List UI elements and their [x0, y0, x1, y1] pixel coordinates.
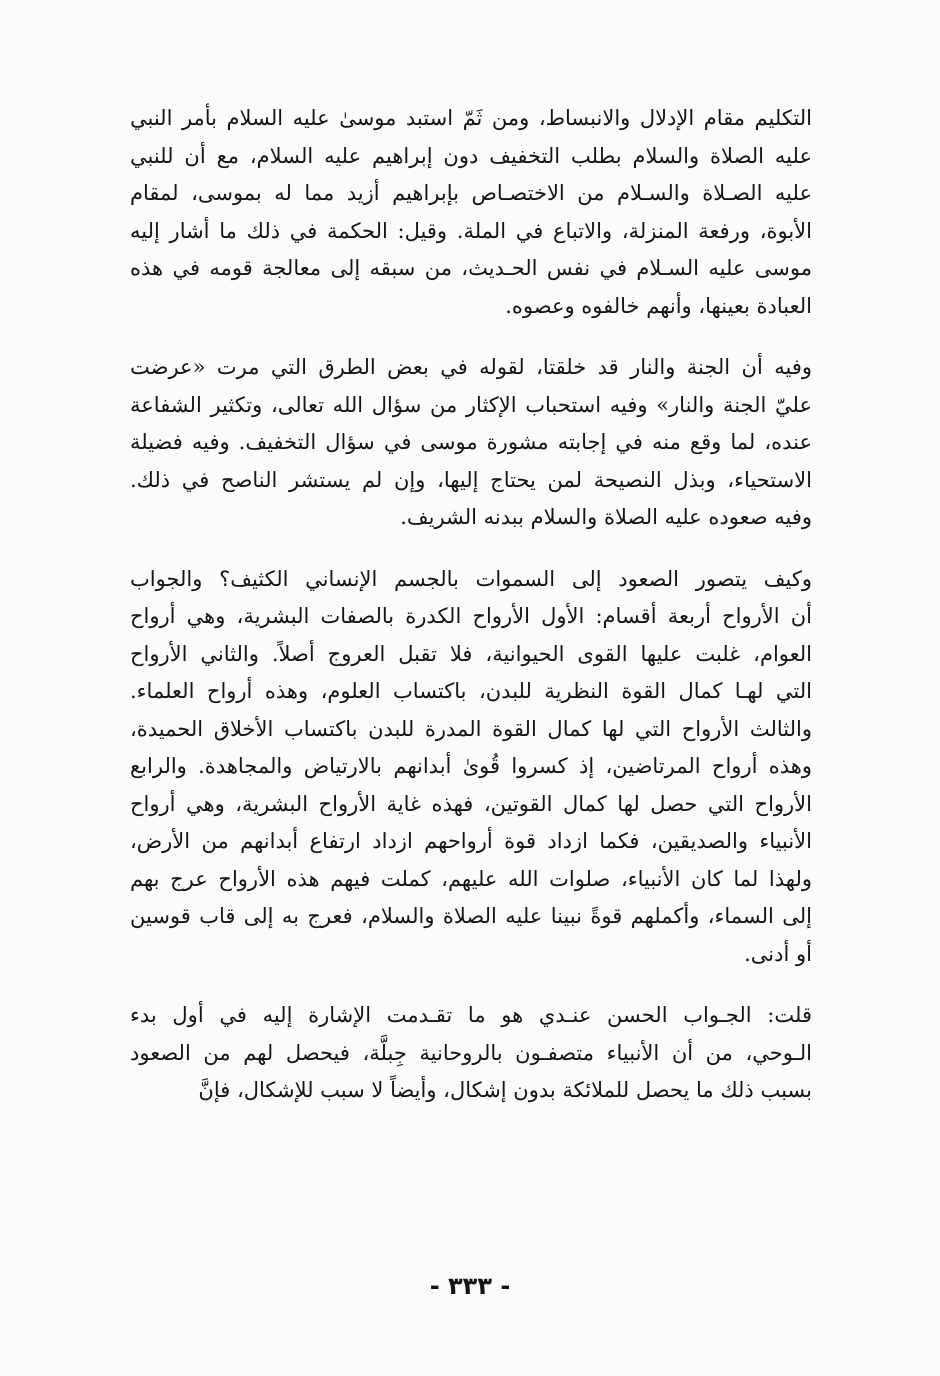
text-line: العوام، غلبت عليها القوى الحيوانية، فلا تقبل العروج أصلاً. والثاني الأرواح [130, 641, 812, 666]
text-line: عليه الصلاة والسلام بطلب التخفيف دون إبراهيم عليه السلام، مع أن للنبي [130, 143, 812, 168]
paragraph [130, 997, 812, 1110]
text-line: أن الأرواح أربعة أقسام: الأول الأرواح الكدرة بالصفات البشرية، وهي أرواح [130, 604, 812, 628]
text-line: أو أدنى. [744, 941, 812, 966]
text-line: موسى عليه السـلام في نفس الحـديث، من سبقه إلى معالجة قومه في هذه [130, 256, 812, 280]
text-line: التي لهـا كمال القوة النظرية للبدن، باكتساب العلوم، وهذه أرواح العلماء. [130, 679, 812, 703]
text-line: الاستحياء، وبذل النصيحة لمن يحتاج إليها، وإن لم يستشر الناصح في ذلك. [130, 467, 812, 492]
paragraph [130, 561, 812, 974]
text-line: وفيه صعوده عليه الصلاة والسلام ببدنه الشريف. [400, 505, 812, 529]
paragraph [130, 349, 812, 537]
text-line: العبادة بعينها، وأنهم خالفوه وعصوه. [505, 293, 812, 318]
text-line: عليه الصـلاة والسـلام من الاختصـاص بإبراهيم أزيد مما له بموسى، لمقام [130, 181, 812, 205]
text-line: إلى السماء، وأكملهم قوةً نبينا عليه الصلاة والسلام، فعرج به إلى قاب قوسين [130, 904, 812, 928]
text-line: بسبب ذلك ما يحصل للملائكة بدون إشكال، وأيضاً لا سبب للإشكال، فإنَّ [198, 1078, 812, 1102]
text-line: الأنبياء والصديقين، فكما ازداد قوة أرواحهم ازداد ارتفاع أبدانهم من الأرض، [130, 829, 812, 853]
text-line: الأرواح التي حصل لها كمال القوتين، فهذه غاية الأرواح البشرية، وهي أرواح [130, 791, 812, 816]
text-line: قلت: الجـواب الحسن عنـدي هو ما تقـدمت الإشارة إليه في أول بدء [130, 1003, 812, 1027]
text-line: وفيه أن الجنة والنار قد خلقتا، لقوله في بعض الطرق التي مرت «عرضت [130, 355, 812, 379]
text-line: التكليم مقام الإدلال والانبساط، ومن ثَمّ استبد موسىٰ عليه السلام بأمر النبي [130, 106, 812, 130]
body-text [130, 100, 812, 1134]
text-line: والثالث الأرواح التي لها كمال القوة المدرة للبدن باكتساب الأخلاق الحميدة، [130, 716, 812, 741]
text-line: الـوحي، من أن الأنبياء متصفـون بالروحانية جِبلَّة، فيحصل لهم من الصعود [130, 1040, 812, 1065]
text-line: ولهذا لما كان الأنبياء، صلوات الله عليهم، كملت فيهم هذه الأرواح عرج بهم [130, 866, 812, 891]
text-line: الأبوة، ورفعة المنزلة، والاتباع في الملة. وقيل: الحكمة في ذلك ما أشار إليه [130, 218, 812, 243]
text-line: وكيف يتصور الصعود إلى السموات بالجسم الإنساني الكثيف؟ والجواب [130, 566, 812, 591]
paragraph [130, 100, 812, 325]
text-line: عليّ الجنة والنار» وفيه استحباب الإكثار من سؤال الله تعالى، وتكثير الشفاعة [130, 392, 812, 417]
page-number: - ٣٣٣ - [429, 1272, 511, 1300]
text-line: عنده، لما وقع منه في إجابته مشورة موسى في سؤال التخفيف. وفيه فضيلة [130, 430, 812, 454]
text-line: وهذه أرواح المرتاضين، إذ كسروا قُوىٰ أبدانهم بالارتياض والمجاهدة. والرابع [130, 754, 812, 778]
